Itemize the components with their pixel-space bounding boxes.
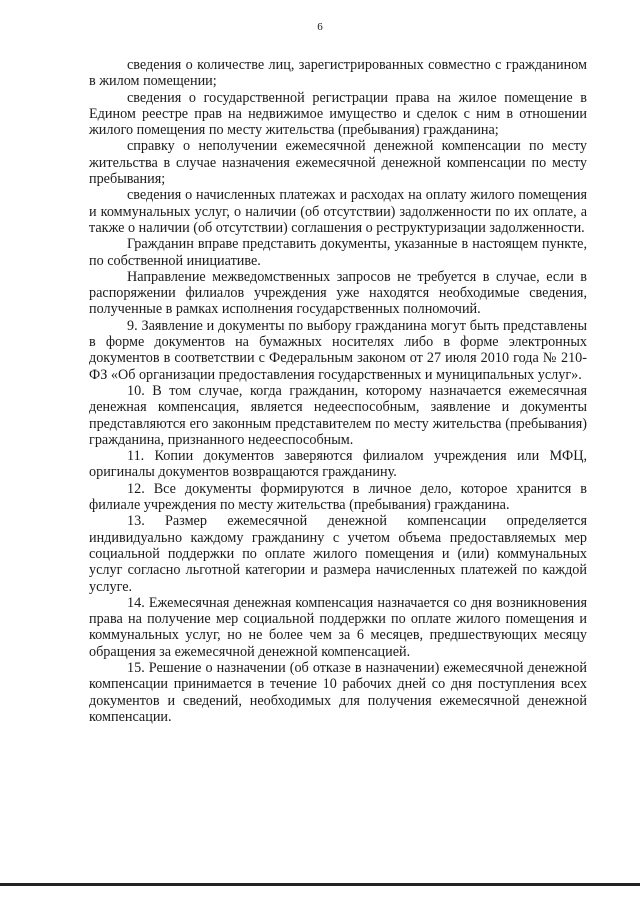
paragraph-item-10: 10. В том случае, когда гражданин, которому назначается ежемесячная денежная компенсация, является недееспособным, заявление и документы представляются его законным представителем по месту жительства (пребывания) гражданина, признанного недееспособным. (89, 382, 587, 448)
paragraph-item-12: 12. Все документы формируются в личное дело, которое хранится в филиале учреждения по месту жительства (пребывания) гражданина. (89, 480, 587, 514)
paragraph-interagency-requests: Направление межведомственных запросов не требуется в случае, если в распоряжении филиалов учреждения уже находятся необходимые сведения, полученные в рамках исполнения государственных полномочий. (89, 268, 587, 318)
paragraph-property-registration: сведения о государственной регистрации права на жилое помещение в Едином реестре прав на недвижимое имущество и сделок с ним в отношении жилого помещения по месту жительства (пребывания) гражданина; (89, 89, 587, 139)
paragraph-payments-info: сведения о начисленных платежах и расходах на оплату жилого помещения и коммунальных услуг, о наличии (об отсутствии) задолженности по их оплате, а также о наличии (об отсутствии) соглашения о реструктуризации задолженности. (89, 187, 587, 236)
paragraph-own-initiative: Гражданин вправе представить документы, указанные в настоящем пункте, по собственной инициативе. (89, 236, 587, 269)
page-number: 6 (317, 21, 323, 33)
paragraph-item-14: 14. Ежемесячная денежная компенсация назначается со дня возникновения права на получение мер социальной поддержки по оплате жилого помещения и коммунальных услуг, но не более чем за 6 месяцев, предшествующих месяцу обращения за ежемесячной денежной компенсацией. (89, 594, 587, 660)
paragraph-non-receipt-certificate: справку о неполучении ежемесячной денежной компенсации по месту жительства в случае назначения ежемесячной денежной компенсации по месту пребывания; (89, 138, 587, 188)
paragraph-item-11: 11. Копии документов заверяются филиалом учреждения или МФЦ, оригиналы документов возвращаются гражданину. (89, 448, 587, 481)
paragraph-item-15: 15. Решение о назначении (об отказе в назначении) ежемесячной денежной компенсации принимается в течение 10 рабочих дней со дня поступления всех документов и сведений, необходимых для получения ежемесячной денежной компенсации. (89, 659, 587, 725)
paragraph-item-9: 9. Заявление и документы по выбору гражданина могут быть представлены в форме документов на бумажных носителях либо в форме электронных документов в соответствии с Федеральным законом от 27 июля 2010 года № 210-ФЗ «Об организации предоставления государственных и муниципальных услуг». (89, 317, 587, 383)
footer-rule (0, 883, 640, 886)
paragraph-item-13: 13. Размер ежемесячной денежной компенсации определяется индивидуально каждому гражданину с учетом объема предоставляемых мер социальной поддержки по оплате жилого помещения и (или) коммунальных услуг согласно льготной категории и размера начисленных платежей по каждой услуге. (89, 513, 587, 595)
document-body (89, 57, 587, 725)
paragraph-cohabitants-info: сведения о количестве лиц, зарегистрированных совместно с гражданином в жилом помещении; (89, 57, 587, 90)
